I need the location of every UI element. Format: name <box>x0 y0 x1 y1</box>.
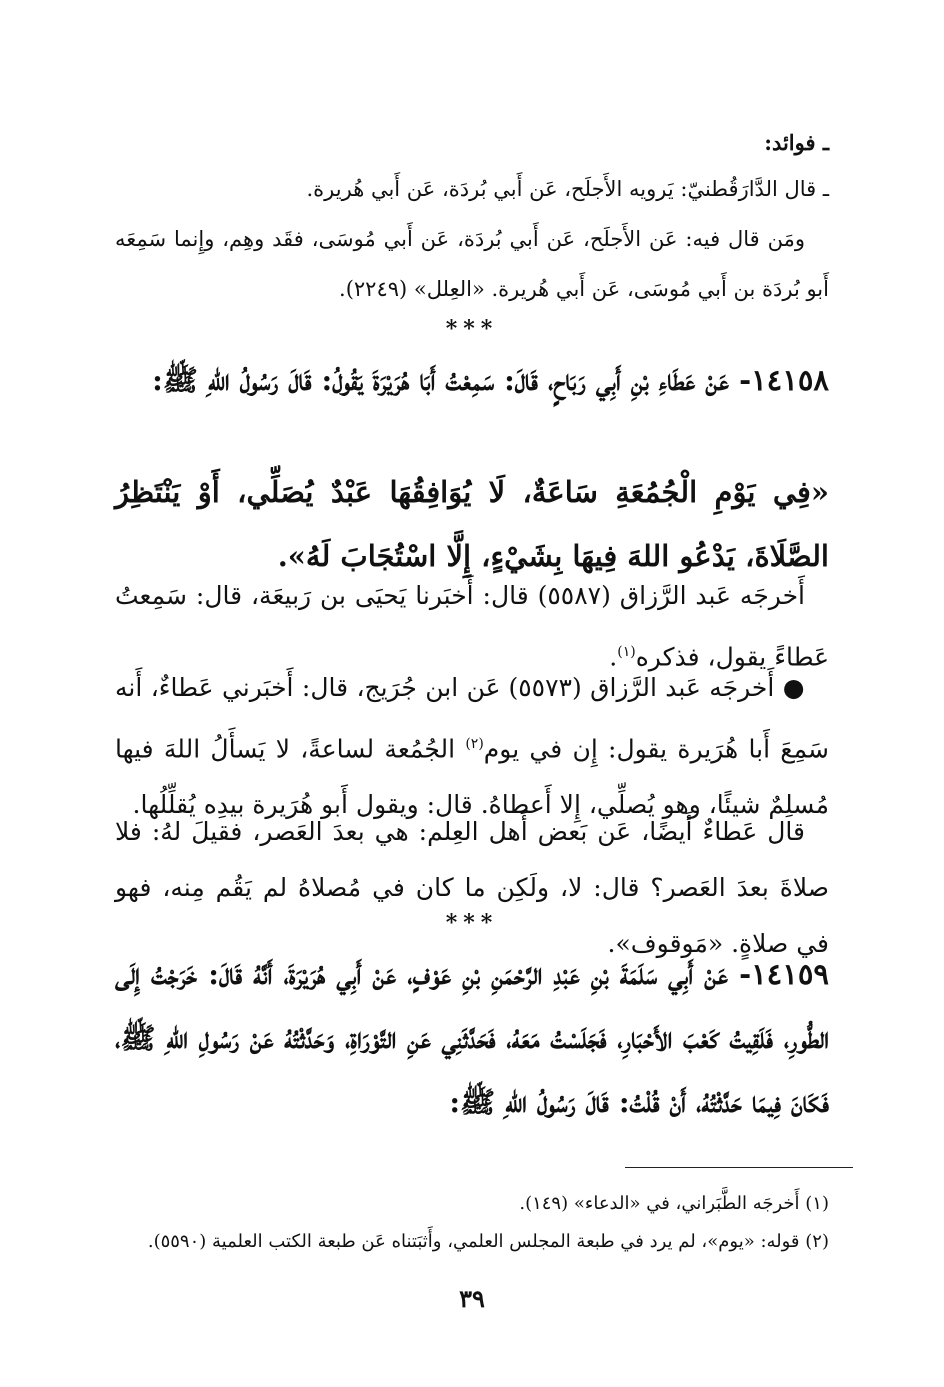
takhrij-end: . <box>609 642 618 672</box>
hadith-14159-isnad: ١٤١٥٩- عَنْ أَبِي سَلَمَةَ بْنِ عَبْدِ الرَّحْمَنِ بْنِ عَوْفٍ، عَنْ أَبِي هُرَيْرَةَ، أَنَّهُ قَالَ: خَرَجْتُ إِلَى الطُّورِ، فَلَقِيتُ كَعْبَ الأَحْبَارِ، فَجَلَسْتُ مَعَهُ، فَحَدَّثَنِي عَنِ التَّوْرَاةِ، وَحَدَّثْتُهُ عَنْ رَسُولِ اللهِ ﷺ، فَكَانَ فِيمَا حَدَّثْتُهُ، أَنْ قُلْتُ: قَالَ رَسُولُ اللهِ ﷺ: <box>115 957 829 1119</box>
footnote-2: (٢) قوله: «يوم»، لم يرد في طبعة المجلس العلمي، وأَثبَتناه عَن طبعة الكتب العلمية (٥٥٩٠). <box>147 1231 829 1252</box>
athar-ata: قال عَطاءٌ أَيضًا، عَن بَعض أَهل العِلم: هي بعدَ العَصر، فقيلَ لهُ: فلا صلاةَ بعدَ العَصر؟ قال: لا، ولَكِن ما كان في مُصلاهُ لم يَقُم مِنه، فهو في صلاةٍ. «مَوقوف». <box>115 817 829 958</box>
page-number: ٣٩ <box>459 1284 485 1313</box>
daraqutni-note: ومَن قال فيه: عَن الأَجلَح، عَن أَبي بُردَة، عَن أَبي مُوسَى، فقَد وهِم، وإِنما سَمِعَه أَبو بُردَة بن أَبي مُوسَى، عَن أَبي هُريرة. «العِلل» (٢٢٤٩). <box>115 227 829 301</box>
footnote-ref-1: (١) <box>617 644 636 660</box>
section-separator-2: *** <box>445 910 499 936</box>
footnote-ref-2: (٢) <box>465 736 484 752</box>
footnote-divider <box>625 1167 853 1168</box>
section-separator: *** <box>445 316 499 342</box>
footnote-1: (١) أَخرجَه الطَّبَراني، في «الدعاء» (١٤٩). <box>519 1193 829 1214</box>
takhrij-text-b: الجُمُعة لساعةً، لا يَسأَلُ اللهَ فيها مُسلِمٌ شيئًا، وهو يُصلِّي، إِلا أَعطاهُ. قال: ويقول أَبو هُرَيرة بيدِه يُقلِّلُها. <box>115 734 829 820</box>
takhrij-text: أَخرجَه عَبد الرَّزاق (٥٥٨٧) قال: أَخبَرنا يَحيَى بن رَبيعَة، قال: سَمِعتُ عَطاءً يقول، فذكره <box>115 581 829 672</box>
daraqutni-quote: ـ قال الدَّارَقُطنيّ: يَرويه الأَجلَح، عَن أَبي بُردَة، عَن أَبي هُريرة. <box>306 177 829 201</box>
takhrij-text-a: ● أَخرجَه عَبد الرَّزاق (٥٥٧٣) عَن ابن جُرَيج، قال: أَخبَرني عَطاءٌ، أَنه سَمِعَ أَبا هُرَيرة يقول: إِن في يوم <box>115 673 829 764</box>
hadith-14158-matn: «فِي يَوْمِ الْجُمُعَةِ سَاعَةٌ، لَا يُوَافِقُهَا عَبْدٌ يُصَلِّي، أَوْ يَنْتَظِرُ الصَّلَاةَ، يَدْعُو اللهَ فِيهَا بِشَيْءٍ، إِلَّا اسْتُجَابَ لَهُ». <box>115 475 829 573</box>
hadith-14158-isnad: ١٤١٥٨- عَنْ عَطَاءِ بْنِ أَبِي رَبَاحٍ، قَالَ: سَمِعْتُ أَبَا هُرَيْرَةَ يَقُولُ: قَالَ رَسُولُ اللهِ ﷺ: <box>152 363 829 397</box>
section-heading: ـ فوائد: <box>764 130 829 155</box>
